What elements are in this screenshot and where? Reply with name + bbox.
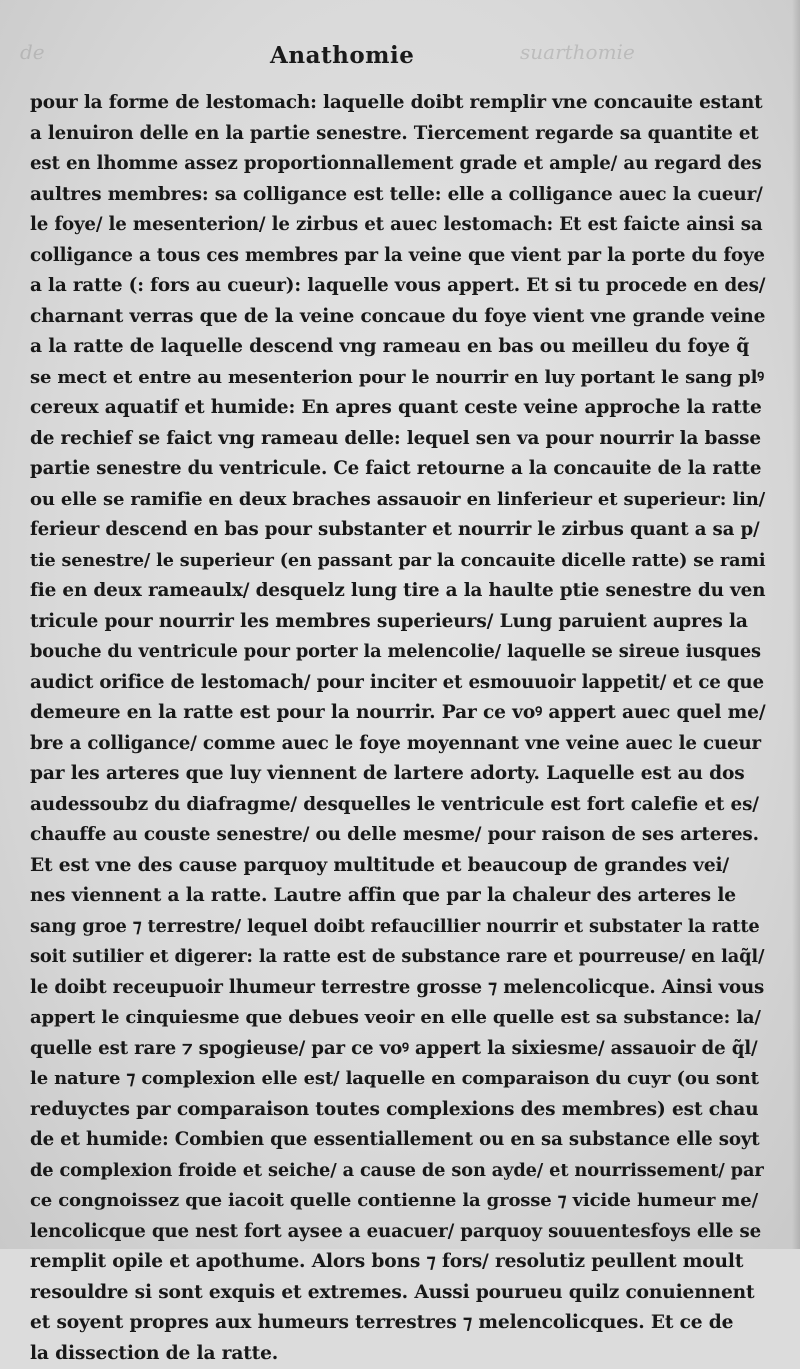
text-line: audict orifice de lestomach/ pour inciter et esmouuoir lappetit/ et ce que [30, 668, 765, 699]
text-line: fie en deux rameaulx/ desquelz lung tire a la haulte ptie senestre du ven [30, 576, 765, 607]
text-line: lencolicque que nest fort aysee a euacuer/ parquoy souuentesfoys elle se [30, 1217, 765, 1248]
page-edge-shadow [792, 0, 800, 1249]
text-line: pour la forme de lestomach: laquelle doibt remplir vne concauite estant [30, 88, 765, 119]
text-line: sang groe ⁊ terrestre/ lequel doibt refaucillier nourrir et substater la ratte [30, 912, 765, 943]
text-line: ferieur descend en bas pour substanter et nourrir le zirbus quant a sa p/ [30, 515, 765, 546]
text-line: appert le cinquiesme que debues veoir en elle quelle est sa substance: la/ [30, 1003, 765, 1034]
text-line: le doibt receupuoir lhumeur terrestre grosse ⁊ melencolicque. Ainsi vous [30, 973, 765, 1004]
text-line: demeure en la ratte est pour la nourrir. Par ce voꝰ appert auec quel me/ [30, 698, 765, 729]
text-line: le nature ⁊ complexion elle est/ laquelle en comparaison du cuyr (ou sont [30, 1064, 765, 1095]
bleed-through-text-left: de [20, 40, 45, 64]
body-text [30, 88, 765, 1369]
text-line: bouche du ventricule pour porter la melencolie/ laquelle se sireue iusques [30, 637, 765, 668]
text-line: charnant verras que de la veine concaue du foye vient vne grande veine [30, 302, 765, 333]
text-line: se mect et entre au mesenterion pour le nourrir en luy portant le sang plꝰ [30, 363, 765, 394]
text-line: reduyctes par comparaison toutes complexions des membres) est chau [30, 1095, 765, 1126]
text-line: audessoubz du diafragme/ desquelles le ventricule est fort calefie et es/ [30, 790, 765, 821]
text-line: cereux aquatif et humide: En apres quant ceste veine approche la ratte [30, 393, 765, 424]
text-line: quelle est rare ⁊ spogieuse/ par ce voꝰ appert la sixiesme/ assauoir de q̃l/ [30, 1034, 765, 1065]
text-line: de rechief se faict vng rameau delle: lequel sen va pour nourrir la basse [30, 424, 765, 455]
text-line: resouldre si sont exquis et extremes. Aussi pourueu quilz conuiennent [30, 1278, 765, 1309]
text-line: est en lhomme assez proportionnallement grade et ample/ au regard des [30, 149, 765, 180]
text-line: soit sutilier et digerer: la ratte est de substance rare et pourreuse/ en laq̃l/ [30, 942, 765, 973]
text-line: de et humide: Combien que essentiallement ou en sa substance elle soyt [30, 1125, 765, 1156]
text-line: ce congnoissez que iacoit quelle contienne la grosse ⁊ vicide humeur me/ [30, 1186, 765, 1217]
text-line: a lenuiron delle en la partie senestre. Tiercement regarde sa quantite et [30, 119, 765, 150]
text-line: de complexion froide et seiche/ a cause de son ayde/ et nourrissement/ par [30, 1156, 765, 1187]
text-line: et soyent propres aux humeurs terrestres ⁊ melencolicques. Et ce de [30, 1308, 765, 1339]
text-line: partie senestre du ventricule. Ce faict retourne a la concauite de la ratte [30, 454, 765, 485]
text-line: remplit opile et apothume. Alors bons ⁊ fors/ resolutiz peullent moult [30, 1247, 765, 1278]
text-line: par les arteres que luy viennent de lartere adorty. Laquelle est au dos [30, 759, 765, 790]
running-head: Anathomie [270, 42, 414, 69]
bleed-through-text-right: suarthomie [520, 40, 635, 64]
text-line: Et est vne des cause parquoy multitude et beaucoup de grandes vei/ [30, 851, 765, 882]
text-line: a la ratte (: fors au cueur): laquelle vous appert. Et si tu procede en des/ [30, 271, 765, 302]
text-line: tie senestre/ le superieur (en passant par la concauite dicelle ratte) se rami [30, 546, 765, 577]
text-line: colligance a tous ces membres par la veine que vient par la porte du foye [30, 241, 765, 272]
text-line: la dissection de la ratte. [30, 1339, 765, 1369]
text-line: ou elle se ramifie en deux braches assauoir en linferieur et superieur: lin/ [30, 485, 765, 516]
text-line: tricule pour nourrir les membres superieurs/ Lung paruient aupres la [30, 607, 765, 638]
text-line: nes viennent a la ratte. Lautre affin que par la chaleur des arteres le [30, 881, 765, 912]
text-line: bre a colligance/ comme auec le foye moyennant vne veine auec le cueur [30, 729, 765, 760]
text-line: aultres membres: sa colligance est telle: elle a colligance auec la cueur/ [30, 180, 765, 211]
text-line: le foye/ le mesenterion/ le zirbus et auec lestomach: Et est faicte ainsi sa [30, 210, 765, 241]
text-line: a la ratte de laquelle descend vng rameau en bas ou meilleu du foye q̃ [30, 332, 765, 363]
text-line: chauffe au couste senestre/ ou delle mesme/ pour raison de ses arteres. [30, 820, 765, 851]
